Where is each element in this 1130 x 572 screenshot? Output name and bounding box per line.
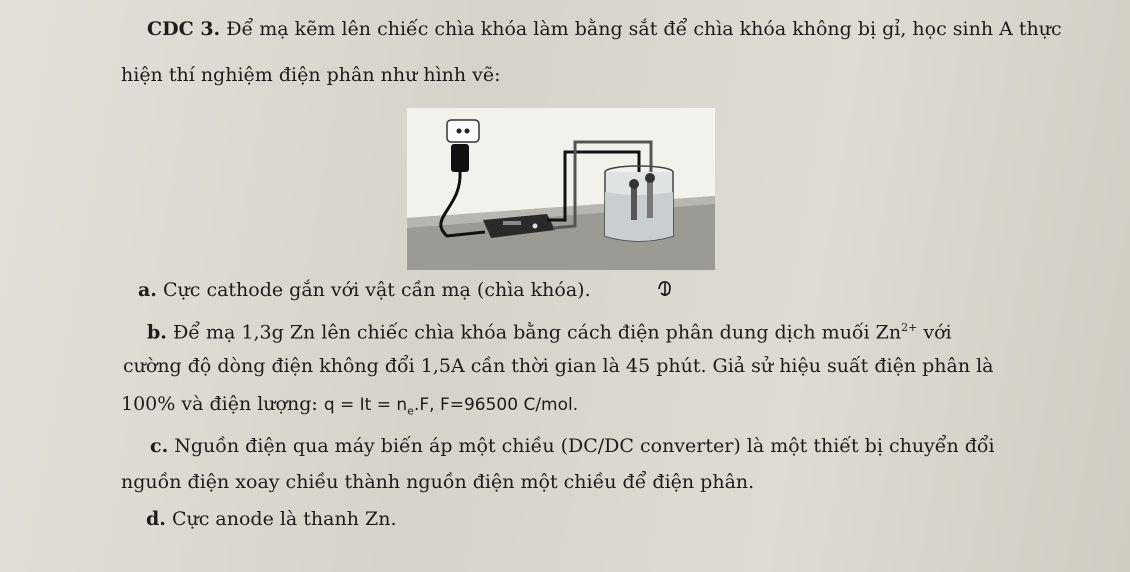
formula-main: q = It = n: [323, 395, 408, 415]
option-b-text-3: 100% và điện lượng:: [121, 393, 324, 415]
electrolysis-svg: [407, 108, 715, 270]
option-b-line-1: [147, 317, 952, 343]
option-b-text-1: Để mạ 1,3g Zn lên chiếc chìa khóa bằng cách điện phân dung dịch muối Zn: [172, 321, 902, 344]
option-a-label: a.: [138, 279, 157, 301]
option-b-label: b.: [147, 321, 167, 344]
beaker-icon: [605, 166, 673, 241]
question-intro-2: hiện thí nghiệm điện phân như hình vẽ:: [121, 64, 501, 86]
power-adapter: [451, 144, 469, 172]
zn-charge-superscript: 2+: [901, 321, 918, 334]
question-line-1: [147, 18, 1062, 40]
option-b-line-3: [121, 393, 578, 422]
option-b-text-1-end: với: [917, 321, 952, 344]
option-d: [146, 508, 397, 530]
electrolysis-diagram: [407, 108, 715, 270]
power-outlet-icon: [447, 120, 479, 142]
option-a-text: Cực cathode gắn với vật cần mạ (chìa khóa).: [162, 279, 591, 301]
option-c-text-2: nguồn điện xoay chiều thành nguồn điện một chiều để điện phân.: [121, 471, 755, 493]
option-a: [138, 279, 591, 301]
option-c-line-2: [121, 471, 754, 493]
formula-rest: .F, F=96500 C/mol.: [413, 395, 579, 415]
question-label: CDC 3.: [147, 18, 221, 40]
charge-formula: [323, 395, 579, 418]
check-mark-icon: [656, 279, 674, 299]
option-b-text-2: cường độ dòng điện không đổi 1,5A cần thời gian là 45 phút. Giả sử hiệu suất điện phân là: [123, 355, 994, 377]
option-d-label: d.: [146, 508, 166, 530]
question-intro-1: Để mạ kẽm lên chiếc chìa khóa làm bằng sắt để chìa khóa không bị gỉ, học sinh A thực: [226, 18, 1062, 40]
option-c-text-1: Nguồn điện qua máy biến áp một chiều (DC/DC converter) là một thiết bị chuyển đổi: [174, 435, 995, 457]
option-c-line-1: [150, 435, 995, 457]
option-d-text: Cực anode là thanh Zn.: [171, 508, 397, 530]
formula-subscript: e: [407, 404, 414, 418]
question-line-2: [121, 64, 501, 86]
option-c-label: c.: [150, 435, 169, 457]
option-b-line-2: [123, 355, 994, 377]
